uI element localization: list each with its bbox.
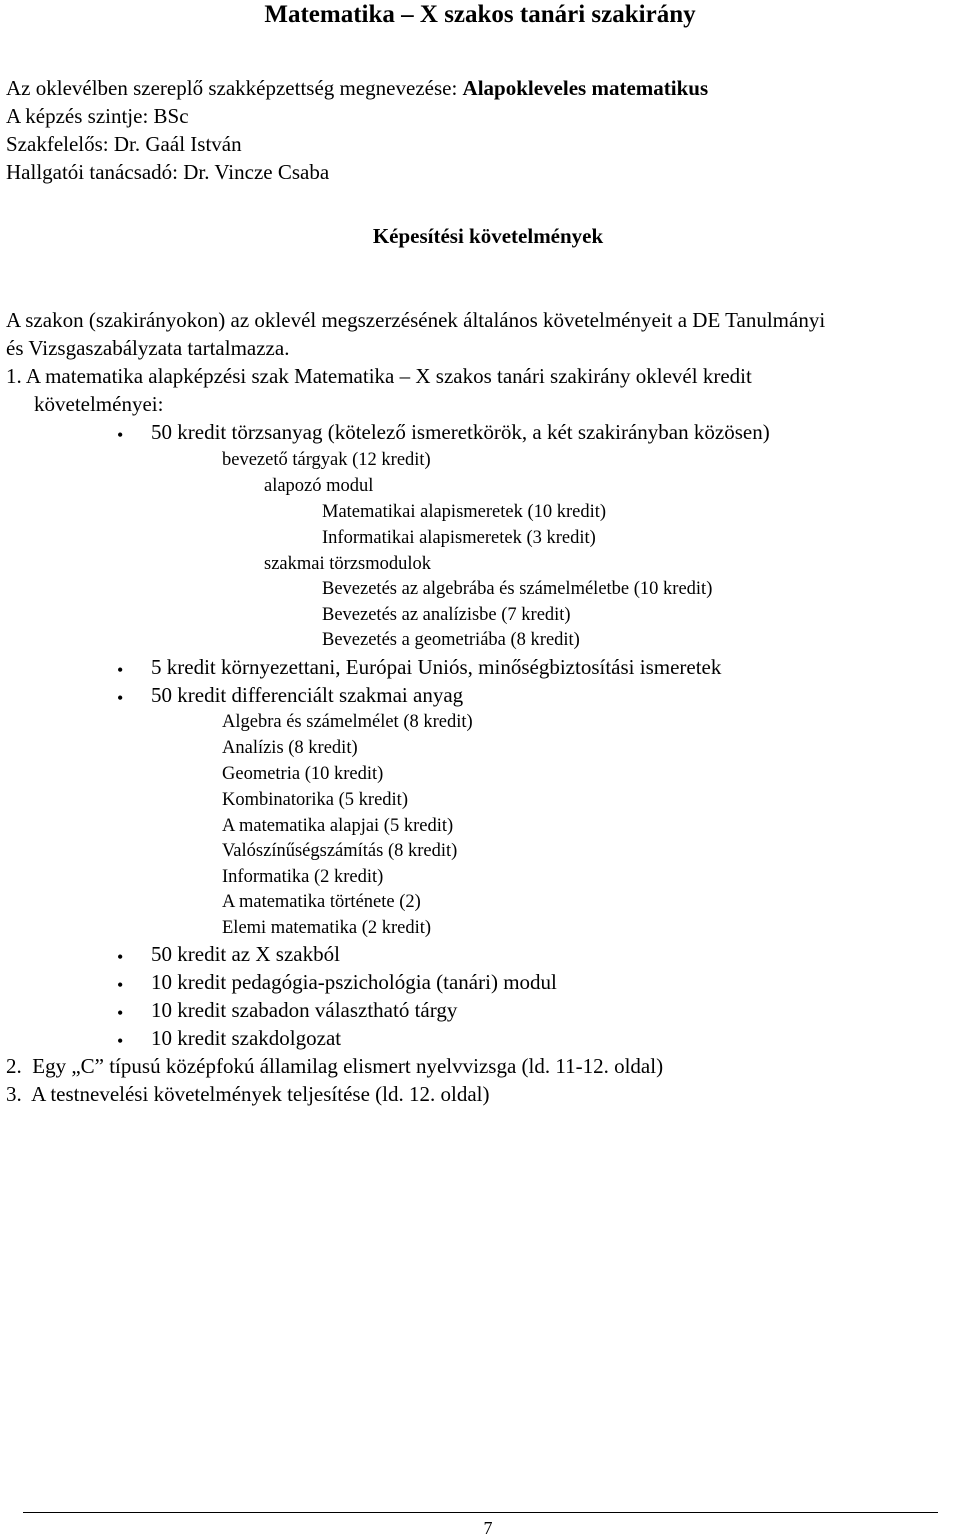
diff-item: Kombinatorika (5 kredit) [222, 790, 408, 810]
core-intro: bevezető tárgyak (12 kredit) [222, 450, 431, 470]
degree-line [6, 78, 708, 99]
item1-line-1: 1. A matematika alapképzési szak Matematika – X szakos tanári szakirány oklevél kredit [6, 364, 752, 388]
page-number: 7 [483, 1518, 493, 1538]
diff-item: Valószínűségszámítás (8 kredit) [222, 841, 458, 861]
diff-item: Geometria (10 kredit) [222, 764, 384, 784]
responsible-line: Szakfelelős: Dr. Gaál István [6, 132, 242, 156]
core-basic-item: Informatikai alapismeretek (3 kredit) [322, 528, 596, 548]
level-line: A képzés szintje: BSc [6, 104, 189, 128]
advisor-line: Hallgatói tanácsadó: Dr. Vincze Csaba [6, 160, 330, 184]
bullet-env: 5 kredit környezettani, Európai Uniós, minőségbiztosítási ismeretek [151, 655, 722, 679]
bullet-icon: • [117, 1031, 124, 1051]
bullet-icon: • [117, 688, 124, 708]
degree-label: Az oklevélben szereplő szakképzettség megnevezése: [6, 76, 463, 100]
bullet-icon: • [117, 660, 124, 680]
core-prof-item: Bevezetés a geometriába (8 kredit) [322, 630, 580, 650]
bullet-diff: 50 kredit differenciált szakmai anyag [151, 683, 464, 707]
bullet-icon: • [117, 1003, 124, 1023]
bullet-icon: • [117, 947, 124, 967]
bullet-free: 10 kredit szabadon választható tárgy [151, 998, 458, 1022]
section-heading: Képesítési követelmények [372, 224, 604, 248]
bullet-icon: • [117, 425, 124, 445]
bullet-thesis: 10 kredit szakdolgozat [151, 1026, 342, 1050]
diff-item: Informatika (2 kredit) [222, 867, 384, 887]
core-basic-item: Matematikai alapismeretek (10 kredit) [322, 502, 607, 522]
bullet-ped: 10 kredit pedagógia-pszichológia (tanári) modul [151, 970, 557, 994]
core-prof-item: Bevezetés az algebrába és számelméletbe (10 kredit) [322, 579, 713, 599]
item2: 2. Egy „C” típusú középfokú államilag elismert nyelvvizsga (ld. 11-12. oldal) [6, 1054, 664, 1078]
intro-line-2: és Vizsgaszabályzata tartalmazza. [6, 336, 290, 360]
item3: 3. A testnevelési követelmények teljesítése (ld. 12. oldal) [6, 1082, 490, 1106]
diff-item: A matematika alapjai (5 kredit) [222, 816, 454, 836]
intro-line-1: A szakon (szakirányokon) az oklevél megszerzésének általános követelményeit a DE Tanulmányi [6, 308, 826, 332]
diff-item: A matematika története (2) [222, 892, 421, 912]
item1-line-2: követelményei: [34, 392, 164, 416]
core-prof-item: Bevezetés az analízisbe (7 kredit) [322, 605, 571, 625]
diff-item: Elemi matematika (2 kredit) [222, 918, 432, 938]
diff-item: Algebra és számelmélet (8 kredit) [222, 712, 473, 732]
bullet-core: 50 kredit törzsanyag (kötelező ismeretkörök, a két szakirányban közösen) [151, 420, 770, 444]
footer-rule [23, 1512, 938, 1513]
degree-value: Alapokleveles matematikus [462, 76, 709, 100]
core-basic: alapozó modul [264, 476, 374, 496]
bullet-icon: • [117, 975, 124, 995]
page-title: Matematika – X szakos tanári szakirány [264, 1, 696, 28]
core-prof: szakmai törzsmodulok [264, 554, 431, 574]
bullet-x: 50 kredit az X szakból [151, 942, 340, 966]
diff-item: Analízis (8 kredit) [222, 738, 358, 758]
